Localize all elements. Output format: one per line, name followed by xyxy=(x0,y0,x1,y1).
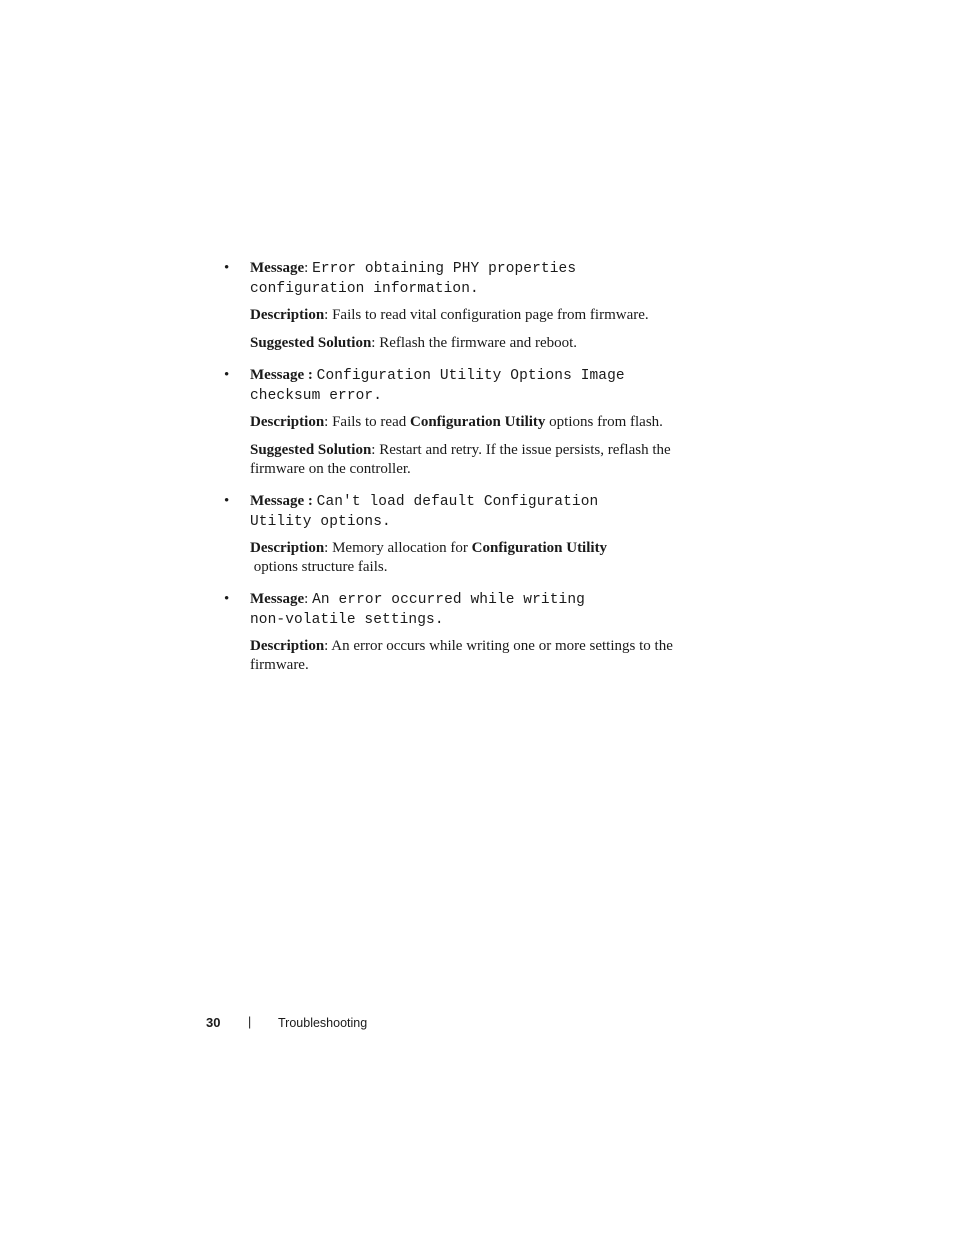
message-label: Message xyxy=(250,493,305,509)
solution-paragraph xyxy=(250,334,694,353)
message-text-line2: Utility options. xyxy=(250,514,391,530)
message-line xyxy=(250,590,694,630)
message-text-line2: configuration information. xyxy=(250,281,479,297)
description-paragraph xyxy=(250,306,694,325)
solution-label: Suggested Solution xyxy=(250,442,372,458)
message-separator: : xyxy=(304,591,313,607)
description-text-before: Fails to read xyxy=(332,414,410,430)
message-line xyxy=(250,259,694,299)
solution-label: Suggested Solution xyxy=(250,335,372,351)
list-item xyxy=(224,590,694,675)
page-number: 30 xyxy=(206,1015,221,1030)
message-separator: : xyxy=(304,260,313,276)
message-separator: : xyxy=(304,367,317,383)
description-separator: : xyxy=(324,638,332,654)
message-label: Message xyxy=(250,260,305,276)
solution-separator: : xyxy=(371,335,380,351)
solution-text: Restart and retry. If the issue persists, reflash the firmware on the controller. xyxy=(250,442,671,477)
solution-separator: : xyxy=(371,442,380,458)
description-separator: : xyxy=(324,540,333,556)
message-text-line1: Can't load default Configuration xyxy=(316,494,599,510)
bullet: • xyxy=(224,367,230,383)
list-item xyxy=(224,366,694,479)
footer-separator: | xyxy=(248,1015,252,1029)
list-item xyxy=(224,492,694,577)
description-paragraph xyxy=(250,539,694,577)
description-label: Description xyxy=(250,540,325,556)
description-label: Description xyxy=(250,414,325,430)
message-line xyxy=(250,492,694,532)
message-label: Message xyxy=(250,367,305,383)
message-separator: : xyxy=(304,493,317,509)
description-text-after: options from flash. xyxy=(545,414,663,430)
description-separator: : xyxy=(324,307,333,323)
message-label: Message xyxy=(250,591,305,607)
description-bold-term: Configuration Utility xyxy=(410,414,546,430)
message-text-line1: An error occurred while writing xyxy=(312,592,585,608)
description-bold-term: Configuration Utility xyxy=(471,540,608,556)
list-item xyxy=(224,259,694,353)
description-paragraph xyxy=(250,637,694,675)
troubleshooting-message-list xyxy=(224,259,694,688)
description-paragraph xyxy=(250,413,694,432)
message-text-line1: Configuration Utility Options Image xyxy=(316,368,625,384)
message-text-line2: non-volatile settings. xyxy=(250,612,444,628)
message-text-line2: checksum error. xyxy=(250,388,383,404)
bullet: • xyxy=(224,591,230,607)
description-text-after: options structure fails. xyxy=(250,559,388,575)
description-separator: : xyxy=(324,414,333,430)
description-text-before: Memory allocation for xyxy=(332,540,472,556)
message-line xyxy=(250,366,694,406)
description-label: Description xyxy=(250,638,325,654)
section-title: Troubleshooting xyxy=(278,1016,368,1030)
description-label: Description xyxy=(250,307,325,323)
solution-text: Reflash the firmware and reboot. xyxy=(379,335,578,351)
message-text-line1: Error obtaining PHY properties xyxy=(312,261,577,277)
bullet: • xyxy=(224,493,230,509)
solution-paragraph xyxy=(250,441,694,479)
description-text: An error occurs while writing one or more settings to the firmware. xyxy=(250,638,673,673)
bullet: • xyxy=(224,260,230,276)
description-text: Fails to read vital configuration page from firmware. xyxy=(332,307,649,323)
